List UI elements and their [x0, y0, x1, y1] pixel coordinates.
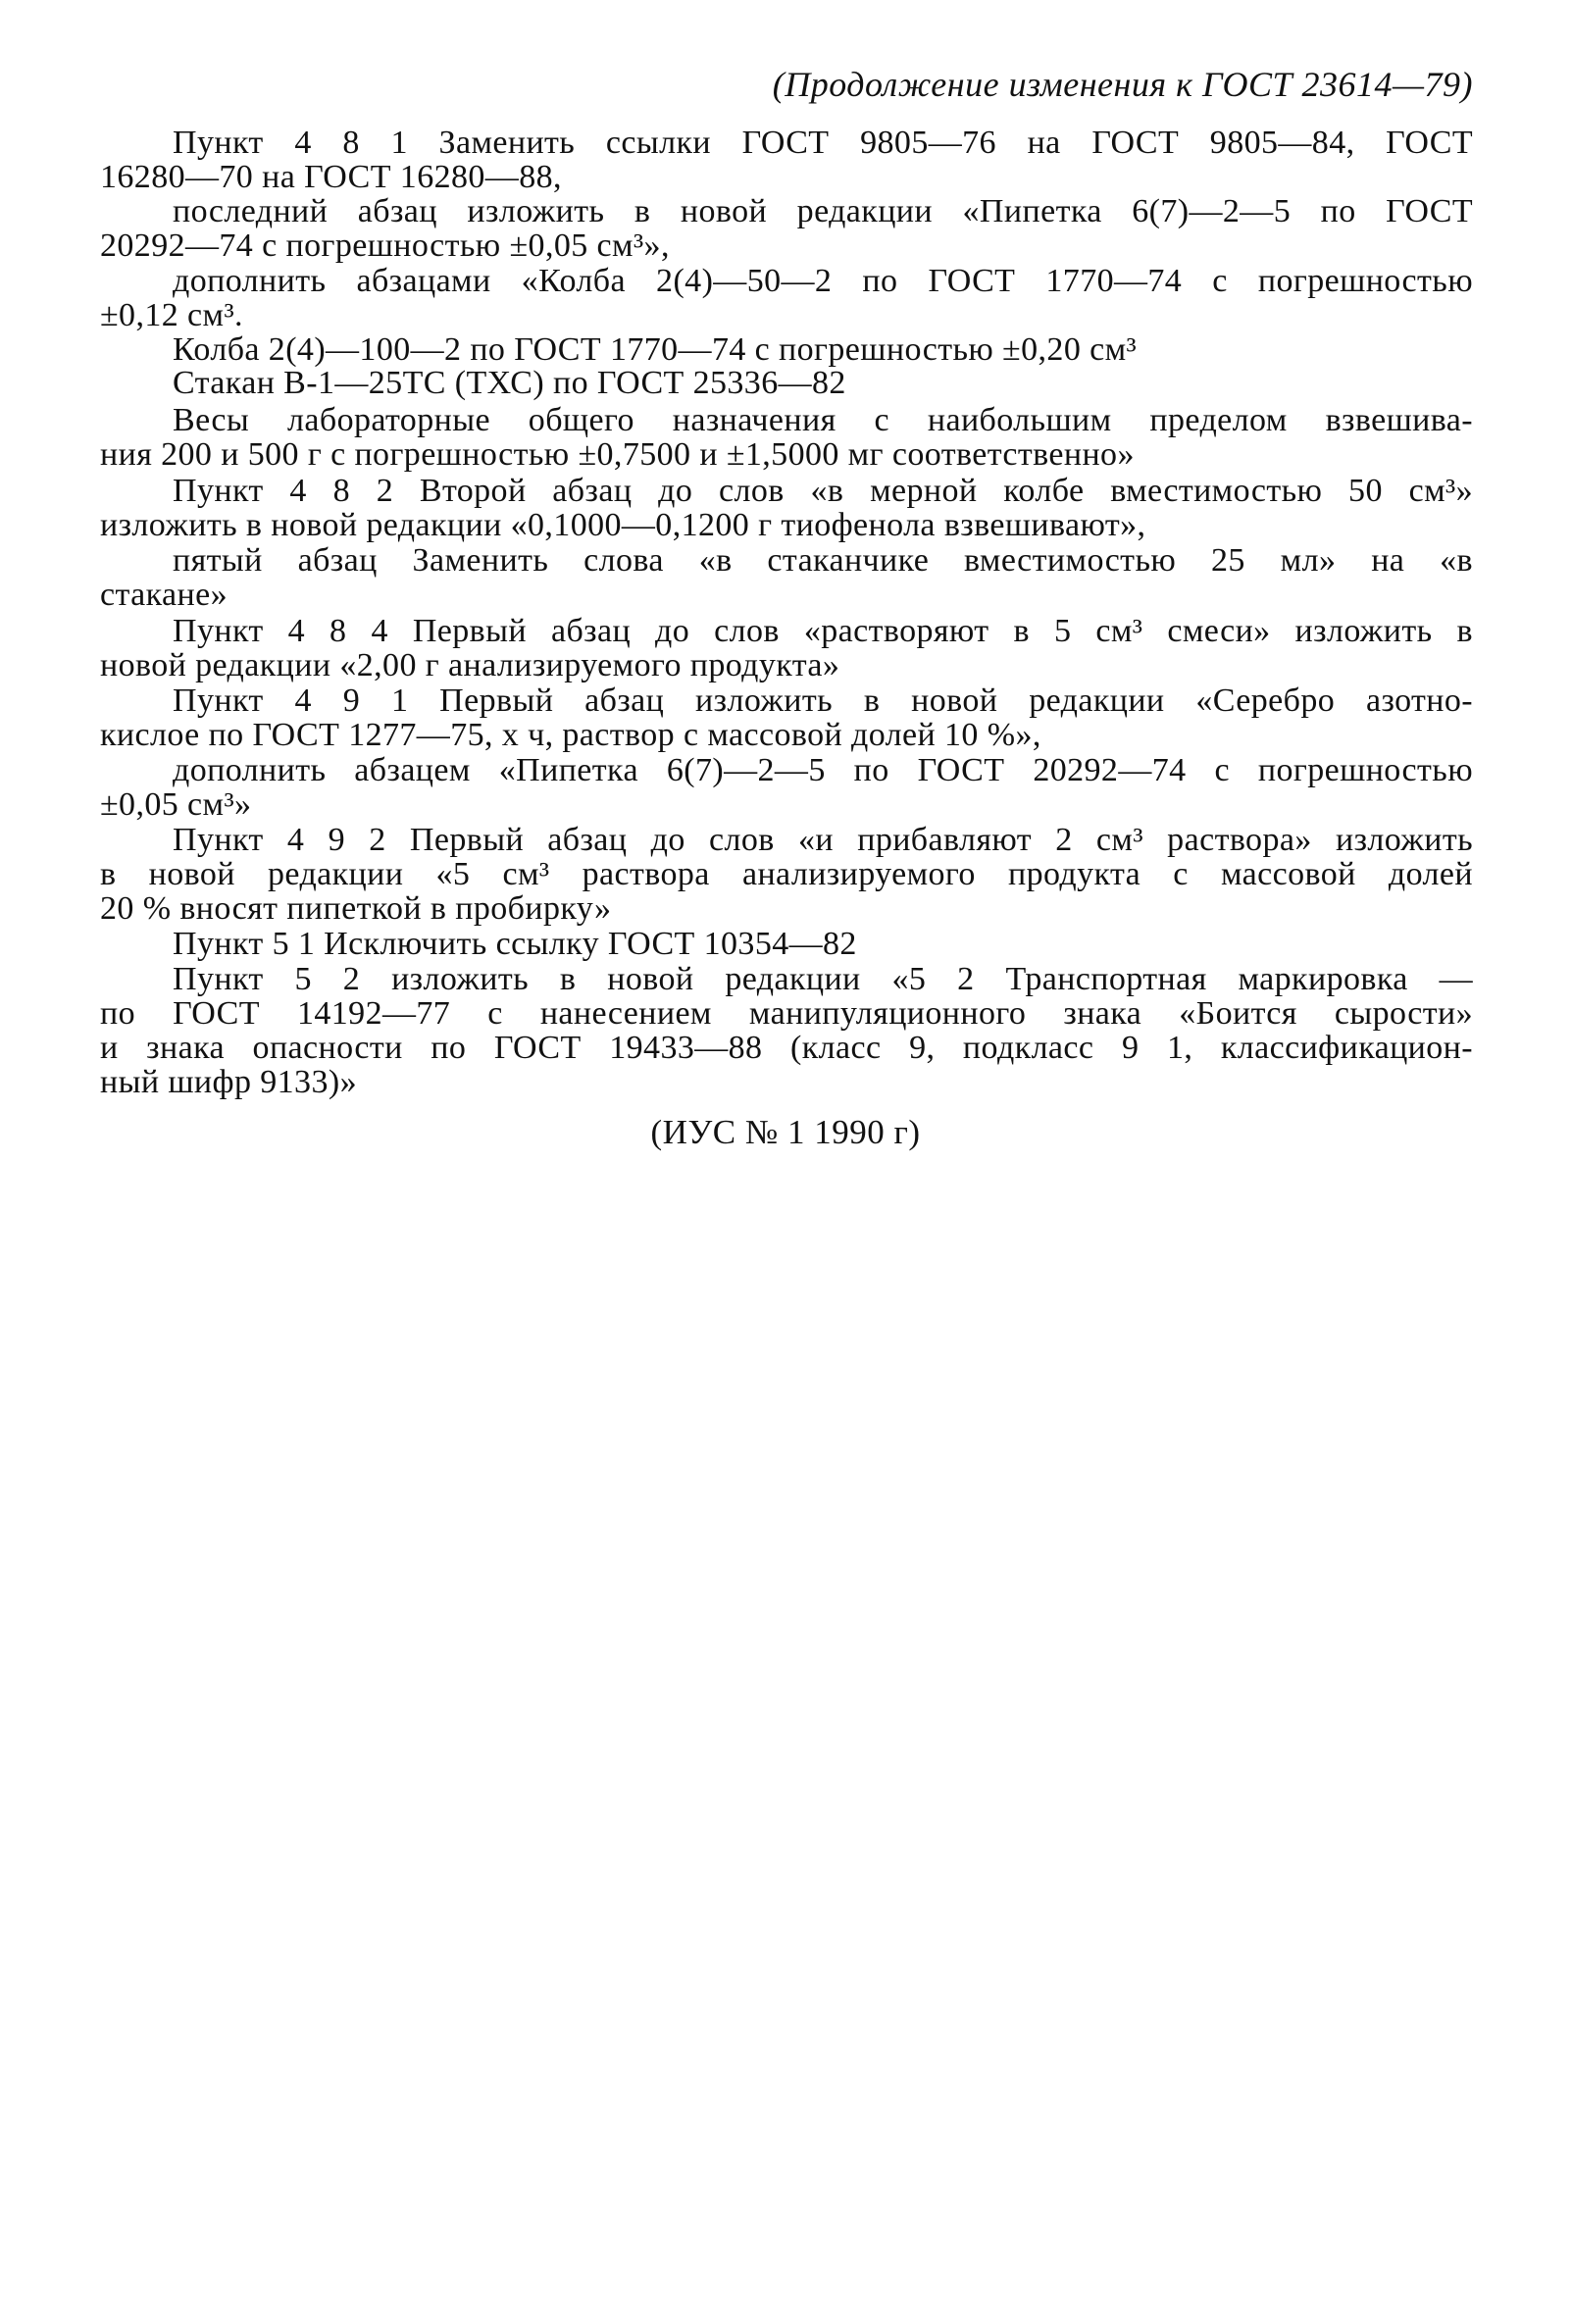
text-line-20: ±0,05 см³»: [100, 786, 252, 823]
text-line-27: и знака опасности по ГОСТ 19433—88 (класс 9, подкласс 9 1, классификацион-: [100, 1030, 1473, 1066]
text-line-5: дополнить абзацами «Колба 2(4)—50—2 по ГОСТ 1770—74 с погрешностью: [173, 263, 1473, 299]
text-line-17: Пункт 4 9 1 Первый абзац изложить в новой редакции «Серебро азотно-: [173, 682, 1473, 719]
text-line-7: Колба 2(4)—100—2 по ГОСТ 1770—74 с погрешностью ±0,20 см³: [173, 331, 1138, 368]
text-line-12: изложить в новой редакции «0,1000—0,1200 г тиофенола взвешивают»,: [100, 507, 1146, 543]
text-line-1: Пункт 4 8 1 Заменить ссылки ГОСТ 9805—76 на ГОСТ 9805—84, ГОСТ: [173, 125, 1473, 161]
text-line-16: новой редакции «2,00 г анализируемого продукта»: [100, 647, 840, 683]
text-line-14: стакане»: [100, 577, 228, 613]
text-line-22: в новой редакции «5 см³ раствора анализируемого продукта с массовой долей: [100, 856, 1473, 892]
continuation-header: (Продолжение изменения к ГОСТ 23614—79): [772, 65, 1473, 104]
text-line-3: последний абзац изложить в новой редакции «Пипетка 6(7)—2—5 по ГОСТ: [173, 193, 1473, 229]
publication-reference: (ИУС № 1 1990 г): [650, 1113, 921, 1151]
text-line-2: 16280—70 на ГОСТ 16280—88,: [100, 159, 562, 195]
text-line-18: кислое по ГОСТ 1277—75, х ч, раствор с массовой долей 10 %»,: [100, 717, 1041, 753]
text-line-19: дополнить абзацем «Пипетка 6(7)—2—5 по ГОСТ 20292—74 с погрешностью: [173, 752, 1473, 788]
text-line-21: Пункт 4 9 2 Первый абзац до слов «и прибавляют 2 см³ раствора» изложить: [173, 822, 1473, 858]
text-line-23: 20 % вносят пипеткой в пробирку»: [100, 890, 612, 927]
text-line-8: Стакан В-1—25ТС (ТХС) по ГОСТ 25336—82: [173, 365, 846, 401]
text-line-10: ния 200 и 500 г с погрешностью ±0,7500 и ±1,5000 мг соответственно»: [100, 436, 1135, 473]
text-line-15: Пункт 4 8 4 Первый абзац до слов «растворяют в 5 см³ смеси» изложить в: [173, 613, 1473, 649]
text-line-13: пятый абзац Заменить слова «в стаканчике вместимостью 25 мл» на «в: [173, 542, 1473, 579]
text-line-26: по ГОСТ 14192—77 с нанесением манипуляционного знака «Боится сырости»: [100, 995, 1473, 1032]
text-line-9: Весы лабораторные общего назначения с наибольшим пределом взвешива-: [173, 402, 1473, 438]
text-line-4: 20292—74 с погрешностью ±0,05 см³»,: [100, 227, 670, 264]
text-line-24: Пункт 5 1 Исключить ссылку ГОСТ 10354—82: [173, 926, 857, 962]
text-line-25: Пункт 5 2 изложить в новой редакции «5 2 Транспортная маркировка —: [173, 961, 1473, 997]
text-line-28: ный шифр 9133)»: [100, 1064, 357, 1100]
text-line-11: Пункт 4 8 2 Второй абзац до слов «в мерной колбе вместимостью 50 см³»: [173, 473, 1473, 509]
text-line-6: ±0,12 см³.: [100, 297, 243, 333]
